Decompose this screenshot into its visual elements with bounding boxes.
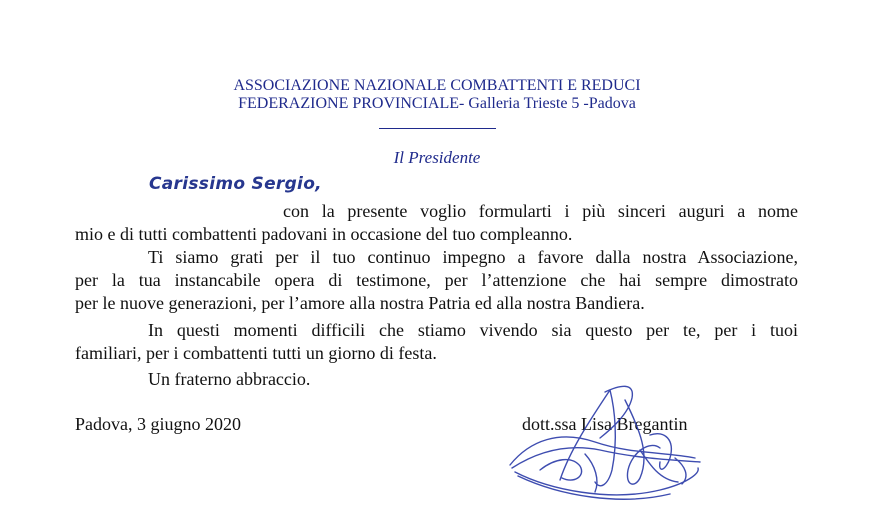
greeting: Carissimo Sergio,	[149, 174, 322, 194]
federation-address: FEDERAZIONE PROVINCIALE- Galleria Trieste 5 -Padova	[238, 95, 636, 112]
place-date: Padova, 3 giugno 2020	[75, 414, 241, 434]
signatory-name: dott.ssa Lisa Bregantin	[522, 414, 688, 434]
paragraph-3-line-2: familiari, per i combattenti tutti un giorno di festa.	[75, 343, 437, 363]
paragraph-3-line-1: In questi momenti difficili che stiamo vivendo sia questo per te, per i tuoi	[148, 320, 798, 340]
closing: Un fraterno abbraccio.	[148, 369, 311, 389]
paragraph-1-line-2: mio e di tutti combattenti padovani in occasione del tuo compleanno.	[75, 224, 573, 244]
paragraph-2-line-2: per la tua instancabile opera di testimone, per l’attenzione che hai sempre dimostrato	[75, 270, 798, 290]
paragraph-2-line-1: Ti siamo grati per il tuo continuo impegno a favore dalla nostra Associazione,	[148, 247, 798, 267]
header-divider	[379, 128, 496, 129]
handwritten-signature	[500, 370, 710, 510]
letter-title: Il Presidente	[393, 148, 481, 167]
paragraph-1-line-1: con la presente voglio formularti i più sinceri auguri a nome	[283, 201, 798, 221]
organization-name: ASSOCIAZIONE NAZIONALE COMBATTENTI E REDUCI	[233, 77, 641, 94]
paragraph-2-line-3: per le nuove generazioni, per l’amore alla nostra Patria ed alla nostra Bandiera.	[75, 293, 645, 313]
